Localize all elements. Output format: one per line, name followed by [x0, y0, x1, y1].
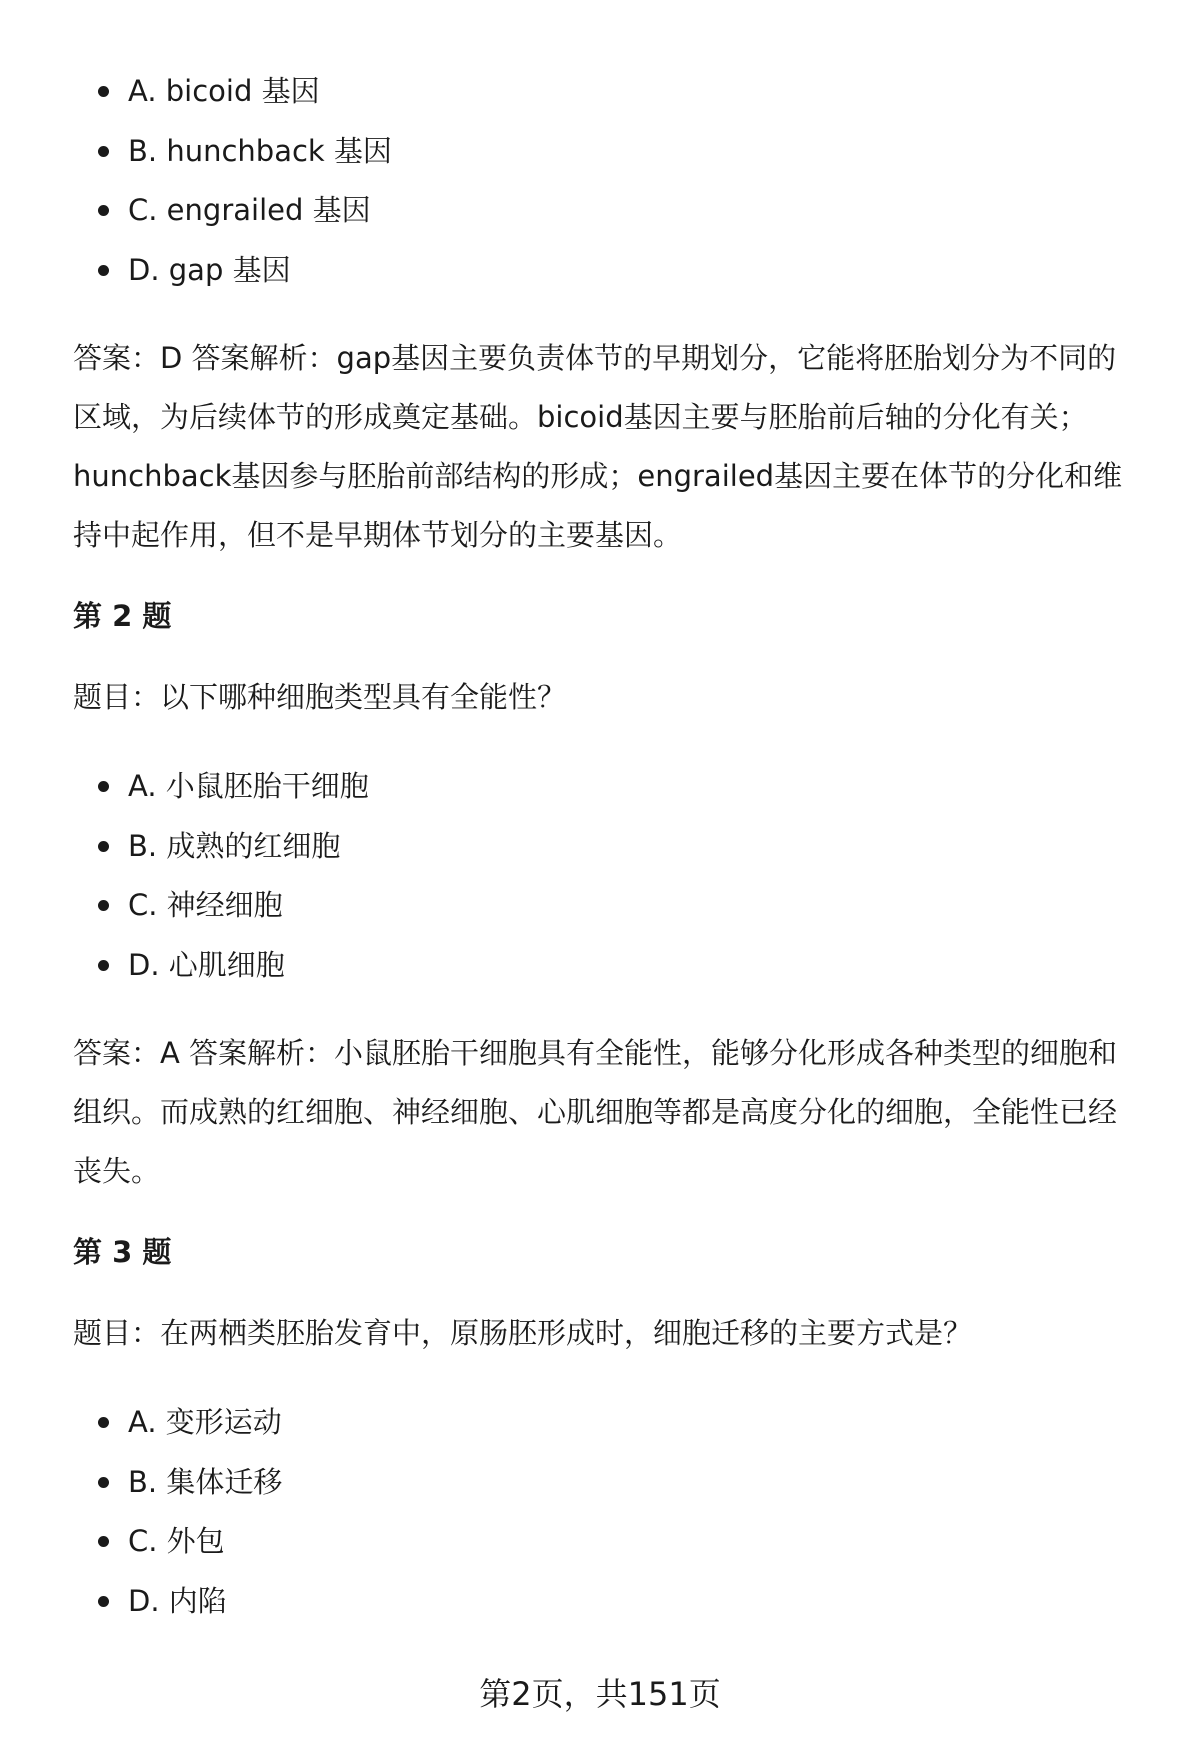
q2-option-d: [73, 936, 1153, 996]
page-content: [73, 62, 1153, 1631]
q2-options: [73, 757, 1153, 995]
q1-option-d: [73, 241, 1153, 301]
q2-question: 题目：以下哪种细胞类型具有全能性？: [73, 680, 567, 714]
option-text: B. 集体迁移: [128, 1464, 283, 1499]
bullet-icon: [98, 841, 109, 852]
q1-answer: [73, 329, 1153, 565]
bullet-icon: [98, 265, 109, 276]
answer-line: 答案：A 答案解析：小鼠胚胎干细胞具有全能性，能够分化形成各种类型的细胞和: [73, 1036, 1118, 1070]
option-text: C. 外包: [128, 1524, 225, 1558]
q2-option-b: [73, 817, 1153, 877]
page-indicator: 第2页，共151页: [479, 1675, 721, 1713]
q3-option-a: [73, 1393, 1153, 1453]
option-text: B. hunchback 基因: [128, 133, 392, 168]
bullet-icon: [98, 1417, 109, 1428]
option-text: C. engrailed 基因: [128, 193, 371, 227]
option-text: A. 小鼠胚胎干细胞: [128, 769, 369, 803]
answer-line: 组织。而成熟的红细胞、神经细胞、心肌细胞等都是高度分化的细胞，全能性已经: [73, 1095, 1118, 1129]
q3-heading: 第 3 题: [73, 1235, 172, 1269]
bullet-icon: [98, 86, 109, 97]
q1-option-a: [73, 62, 1153, 122]
option-text: A. 变形运动: [128, 1405, 282, 1439]
bullet-icon: [98, 1536, 109, 1547]
bullet-icon: [98, 1477, 109, 1488]
q3-option-c: [73, 1512, 1153, 1572]
bullet-icon: [98, 146, 109, 157]
q2-heading: 第 2 题: [73, 599, 172, 633]
answer-line: 答案：D 答案解析：gap基因主要负责体节的早期划分，它能将胚胎划分为不同的: [73, 341, 1117, 375]
option-text: D. 内陷: [128, 1583, 227, 1618]
bullet-icon: [98, 960, 109, 971]
q3-option-b: [73, 1453, 1153, 1513]
q3-question: 题目：在两栖类胚胎发育中，原肠胚形成时，细胞迁移的主要方式是？: [73, 1316, 973, 1350]
bullet-icon: [98, 900, 109, 911]
answer-line: hunchback基因参与胚胎前部结构的形成；engrailed基因主要在体节的分化和维: [73, 459, 1123, 493]
q3-options: [73, 1393, 1153, 1631]
option-text: C. 神经细胞: [128, 888, 283, 922]
q1-option-c: [73, 181, 1153, 241]
q1-options: [73, 62, 1153, 300]
option-text: D. gap 基因: [128, 252, 291, 287]
q2-answer: [73, 1024, 1153, 1201]
answer-line: 丧失。: [73, 1154, 161, 1188]
q3-option-d: [73, 1572, 1153, 1632]
bullet-icon: [98, 781, 109, 792]
q2-option-c: [73, 876, 1153, 936]
answer-line: 持中起作用，但不是早期体节划分的主要基因。: [73, 518, 683, 552]
option-text: D. 心肌细胞: [128, 947, 285, 982]
q1-option-b: [73, 122, 1153, 182]
bullet-icon: [98, 1596, 109, 1607]
option-text: B. 成熟的红细胞: [128, 828, 341, 863]
bullet-icon: [98, 205, 109, 216]
q2-option-a: [73, 757, 1153, 817]
answer-line: 区域，为后续体节的形成奠定基础。bicoid基因主要与胚胎前后轴的分化有关；: [73, 400, 1088, 434]
option-text: A. bicoid 基因: [128, 74, 320, 108]
